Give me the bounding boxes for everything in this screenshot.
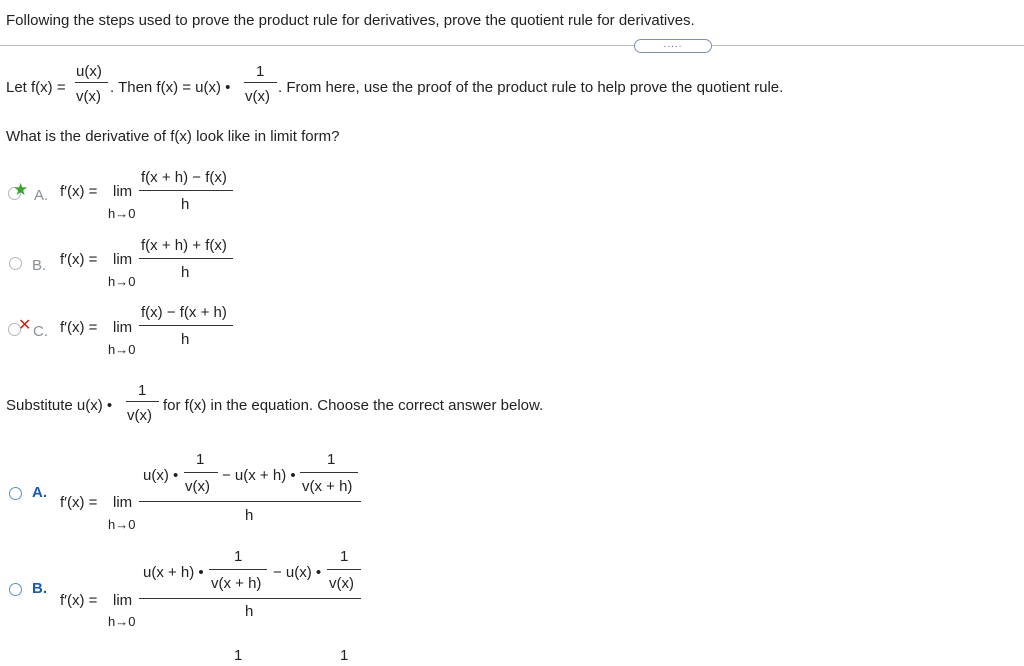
- expand-button[interactable]: .....: [634, 39, 712, 53]
- lim-text: lim: [113, 319, 133, 336]
- option-letter: B.: [32, 257, 47, 274]
- lim-text: lim: [113, 592, 133, 609]
- radio-button[interactable]: [9, 257, 22, 270]
- from-here-text: . From here, use the proof of the product rule to help prove the quotient rule.: [278, 79, 784, 96]
- term2-denominator: v(x + h): [302, 478, 353, 495]
- fraction-bar: [75, 82, 108, 83]
- option-denominator: h: [245, 603, 254, 620]
- option-lhs: f′(x) =: [60, 251, 98, 268]
- let-denominator: v(x): [76, 88, 101, 105]
- main-fraction-bar: [139, 501, 361, 502]
- then-numerator: 1: [256, 63, 265, 80]
- lim-subscript: h→0: [108, 614, 136, 629]
- fraction-bar: [244, 82, 277, 83]
- divider: [0, 45, 1024, 46]
- fraction-bar: [209, 569, 267, 570]
- fraction-bar: [300, 472, 358, 473]
- term2-numerator: 1: [340, 548, 349, 565]
- then-denominator: v(x): [245, 88, 270, 105]
- partial-numerator: 1: [340, 647, 349, 664]
- lim-text: lim: [113, 494, 133, 511]
- lim-text: lim: [113, 251, 133, 268]
- option-letter: A.: [34, 187, 49, 204]
- term2-text: − u(x + h) •: [222, 467, 296, 484]
- option-letter: C.: [33, 323, 48, 340]
- lim-subscript: h→0: [108, 206, 136, 221]
- fraction-bar: [139, 190, 233, 191]
- option-numerator: f(x) − f(x + h): [141, 304, 227, 321]
- lim-subscript: h→0: [108, 274, 136, 289]
- option-denominator: h: [181, 331, 190, 348]
- option-letter: A.: [32, 484, 47, 501]
- term2-numerator: 1: [327, 451, 336, 468]
- option-lhs: f′(x) =: [60, 319, 98, 336]
- radio-button[interactable]: [9, 487, 22, 500]
- fraction-bar: [327, 569, 361, 570]
- term1-text: u(x + h) •: [143, 564, 204, 581]
- lim-text: lim: [113, 183, 133, 200]
- fraction-bar: [126, 401, 159, 402]
- option-letter: B.: [32, 580, 47, 597]
- radio-button[interactable]: [9, 583, 22, 596]
- partial-numerator: 1: [234, 647, 243, 664]
- lim-subscript: h→0: [108, 342, 136, 357]
- fraction-bar: [139, 325, 233, 326]
- then-text: . Then f(x) = u(x) •: [110, 79, 231, 96]
- option-numerator: f(x + h) + f(x): [141, 237, 227, 254]
- correct-star-icon: ★: [13, 180, 29, 199]
- option-denominator: h: [245, 507, 254, 524]
- let-prefix: Let f(x) =: [6, 79, 66, 96]
- option-denominator: h: [181, 264, 190, 281]
- part2-prompt-suffix: for f(x) in the equation. Choose the correct answer below.: [163, 397, 544, 414]
- let-numerator: u(x): [76, 63, 102, 80]
- part1-prompt: What is the derivative of f(x) look like in limit form?: [6, 128, 340, 145]
- option-lhs: f′(x) =: [60, 592, 98, 609]
- option-numerator: f(x + h) − f(x): [141, 169, 227, 186]
- part2-prompt-prefix: Substitute u(x) •: [6, 397, 113, 414]
- main-fraction-bar: [139, 598, 361, 599]
- term1-numerator: 1: [234, 548, 243, 565]
- term1-numerator: 1: [196, 451, 205, 468]
- incorrect-x-icon: ✕: [18, 317, 32, 334]
- part2-prompt-numerator: 1: [138, 382, 147, 399]
- term1-denominator: v(x + h): [211, 575, 262, 592]
- fraction-bar: [139, 258, 233, 259]
- question-instruction: Following the steps used to prove the product rule for derivatives, prove the quotient rule for derivatives.: [6, 12, 695, 29]
- term2-denominator: v(x): [329, 575, 354, 592]
- term1-text: u(x) •: [143, 467, 179, 484]
- option-lhs: f′(x) =: [60, 183, 98, 200]
- term1-denominator: v(x): [185, 478, 210, 495]
- term2-text: − u(x) •: [273, 564, 322, 581]
- option-lhs: f′(x) =: [60, 494, 98, 511]
- fraction-bar: [184, 472, 218, 473]
- lim-subscript: h→0: [108, 517, 136, 532]
- part2-prompt-denominator: v(x): [127, 407, 152, 424]
- option-denominator: h: [181, 196, 190, 213]
